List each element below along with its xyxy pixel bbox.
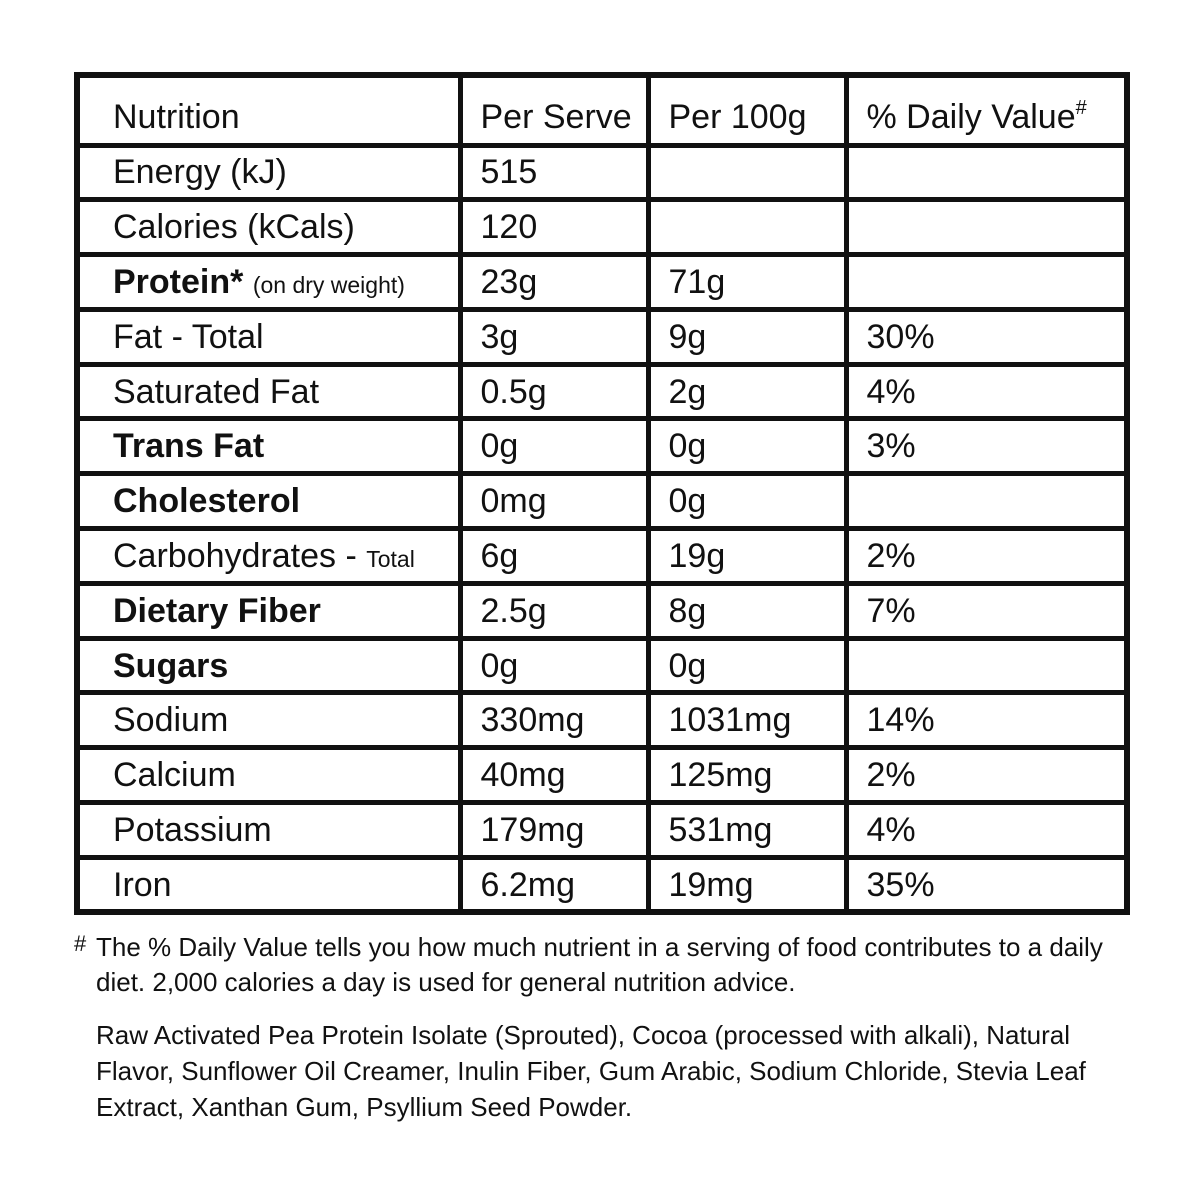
daily-value-cell: 2%	[846, 748, 1127, 803]
per-serve-cell: 3g	[460, 309, 648, 364]
nutrient-name: Iron	[113, 865, 172, 904]
nutrient-name-cell	[77, 364, 460, 419]
per-serve-cell: 120	[460, 200, 648, 255]
nutrient-name: Energy (kJ)	[113, 153, 287, 192]
nutrient-name-cell	[77, 693, 460, 748]
per-serve-cell: 330mg	[460, 693, 648, 748]
daily-value-footnote-mark: #	[1075, 97, 1087, 120]
per-100g-cell	[648, 200, 846, 255]
daily-value-cell	[846, 474, 1127, 529]
per-100g-cell: 19g	[648, 529, 846, 584]
per-100g-cell	[648, 145, 846, 200]
daily-value-cell: 3%	[846, 419, 1127, 474]
daily-value-cell	[846, 255, 1127, 310]
footnote-mark: #	[74, 931, 87, 956]
per-serve-cell: 2.5g	[460, 583, 648, 638]
nutrient-name-cell	[77, 255, 460, 310]
per-serve-cell: 0.5g	[460, 364, 648, 419]
header-row	[77, 75, 1127, 145]
table-row	[77, 529, 1127, 584]
table-row	[77, 748, 1127, 803]
nutrient-name: Trans Fat	[113, 427, 265, 466]
daily-value-cell: 30%	[846, 309, 1127, 364]
per-serve-cell: 179mg	[460, 803, 648, 858]
table-row	[77, 145, 1127, 200]
per-100g-cell: 2g	[648, 364, 846, 419]
nutrient-name-cell	[77, 583, 460, 638]
header-per-100g: Per 100g	[648, 75, 846, 145]
per-serve-cell: 0g	[460, 419, 648, 474]
table-row	[77, 857, 1127, 912]
per-serve-cell: 0mg	[460, 474, 648, 529]
table-row	[77, 474, 1127, 529]
table-row	[77, 693, 1127, 748]
nutrient-note: (on dry weight)	[252, 271, 405, 298]
header-daily-value	[846, 75, 1127, 145]
daily-value-cell	[846, 145, 1127, 200]
nutrient-name-cell	[77, 309, 460, 364]
per-100g-cell: 9g	[648, 309, 846, 364]
header-daily-value-label: % Daily Value	[866, 98, 1076, 137]
nutrient-name: Cholesterol	[113, 482, 301, 521]
table-row	[77, 255, 1127, 310]
nutrient-name: Carbohydrates -	[113, 536, 357, 575]
table-row	[77, 638, 1127, 693]
table-row	[77, 309, 1127, 364]
daily-value-cell	[846, 200, 1127, 255]
nutrient-name: Dietary Fiber	[113, 591, 321, 630]
daily-value-cell: 2%	[846, 529, 1127, 584]
daily-value-cell	[846, 638, 1127, 693]
per-100g-cell: 0g	[648, 638, 846, 693]
per-serve-cell: 6g	[460, 529, 648, 584]
header-nutrition: Nutrition	[77, 75, 460, 145]
per-100g-cell: 19mg	[648, 857, 846, 912]
daily-value-cell: 4%	[846, 364, 1127, 419]
table-row	[77, 200, 1127, 255]
per-serve-cell: 6.2mg	[460, 857, 648, 912]
table-row	[77, 803, 1127, 858]
nutrient-name-cell	[77, 803, 460, 858]
per-100g-cell: 531mg	[648, 803, 846, 858]
nutrient-name-cell	[77, 748, 460, 803]
footnote-text: The % Daily Value tells you how much nutrient in a serving of food contributes to a daily diet. 2,000 calories a day is used for general nutrition advice.	[96, 932, 1103, 997]
table-row	[77, 583, 1127, 638]
daily-value-cell: 7%	[846, 583, 1127, 638]
nutrient-name: Fat - Total	[113, 317, 264, 356]
nutrient-name: Sugars	[113, 646, 229, 685]
header-per-serve: Per Serve	[460, 75, 648, 145]
nutrient-name: Sodium	[113, 701, 229, 740]
nutrient-name-cell	[77, 857, 460, 912]
per-100g-cell: 0g	[648, 474, 846, 529]
nutrient-name-cell	[77, 419, 460, 474]
per-100g-cell: 8g	[648, 583, 846, 638]
nutrient-name-cell	[77, 474, 460, 529]
daily-value-cell: 14%	[846, 693, 1127, 748]
nutrient-name: Saturated Fat	[113, 372, 320, 411]
table-row	[77, 364, 1127, 419]
nutrition-table	[74, 72, 1130, 915]
per-serve-cell: 23g	[460, 255, 648, 310]
nutrient-name-cell	[77, 529, 460, 584]
daily-value-footnote	[74, 930, 1134, 1000]
nutrient-name-cell	[77, 145, 460, 200]
per-100g-cell: 0g	[648, 419, 846, 474]
nutrient-name: Calcium	[113, 756, 236, 795]
nutrient-name-cell	[77, 200, 460, 255]
nutrient-note: Total	[366, 545, 415, 572]
per-100g-cell: 125mg	[648, 748, 846, 803]
per-100g-cell: 1031mg	[648, 693, 846, 748]
nutrient-name: Potassium	[113, 810, 272, 849]
per-serve-cell: 515	[460, 145, 648, 200]
per-serve-cell: 40mg	[460, 748, 648, 803]
per-100g-cell: 71g	[648, 255, 846, 310]
per-serve-cell: 0g	[460, 638, 648, 693]
nutrient-name: Calories (kCals)	[113, 208, 355, 247]
daily-value-cell: 4%	[846, 803, 1127, 858]
nutrient-name-cell	[77, 638, 460, 693]
table-row	[77, 419, 1127, 474]
nutrient-name: Protein*	[113, 262, 244, 301]
ingredients-list: Raw Activated Pea Protein Isolate (Sprouted), Cocoa (processed with alkali), Natural Flavor, Sunflower Oil Creamer, Inulin Fiber, Gum Arabic, Sodium Chloride, Stevia Leaf Extract, Xanthan Gum, Psyllium Seed Powder.	[96, 1020, 1086, 1122]
daily-value-cell: 35%	[846, 857, 1127, 912]
